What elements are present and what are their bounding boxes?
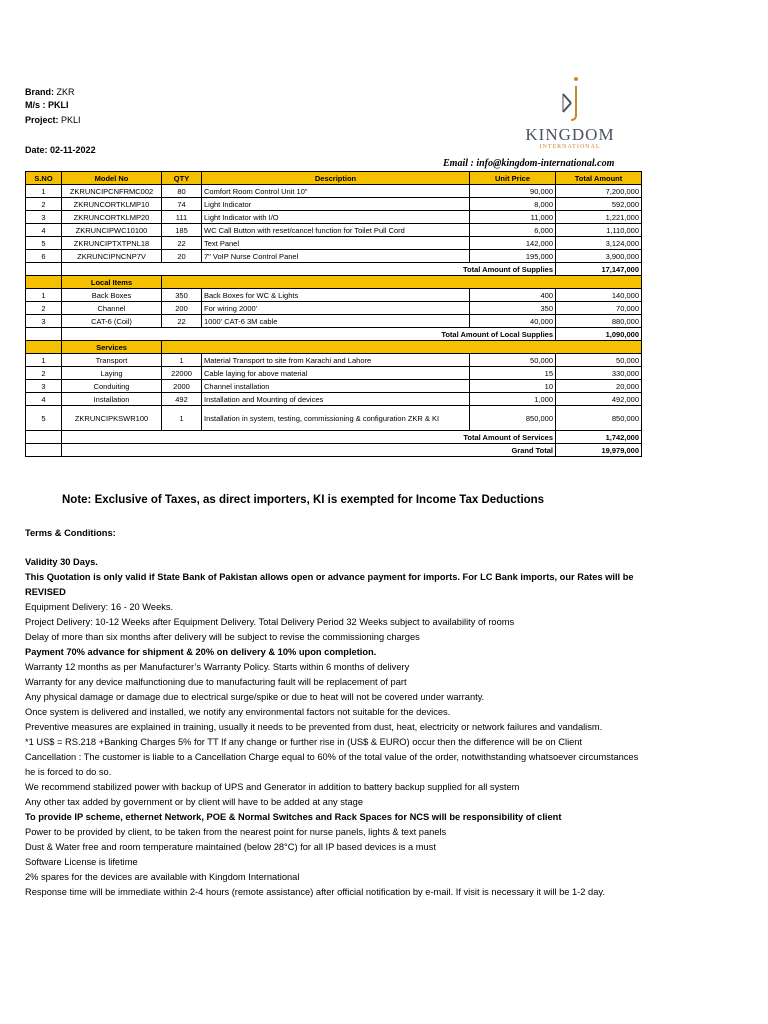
- sno-cell: 2: [26, 198, 62, 211]
- unit-price-cell: 6,000: [470, 224, 556, 237]
- term-line: Response time will be immediate within 2-4 hours (remote assistance) after official notification by e-mail. If visit is necessary it will be 1-2 day.: [25, 887, 605, 897]
- kingdom-logo: [505, 70, 635, 155]
- qty-cell: 2000: [162, 380, 202, 393]
- qty-cell: 1: [162, 354, 202, 367]
- ms-label: M/s :: [25, 100, 46, 110]
- sno-cell: 2: [26, 302, 62, 315]
- table-row: [26, 354, 642, 367]
- model-cell: Conduiting: [62, 380, 162, 393]
- table-row: [26, 393, 642, 406]
- table-row: [26, 367, 642, 380]
- total-amount-cell: 20,000: [556, 380, 642, 393]
- logo-subtitle: INTERNATIONAL: [539, 144, 601, 150]
- qty-cell: 74: [162, 198, 202, 211]
- qty-cell: 111: [162, 211, 202, 224]
- model-cell: Back Boxes: [62, 289, 162, 302]
- table-row: [26, 250, 642, 263]
- total-amount-cell: 3,124,000: [556, 237, 642, 250]
- blank-cell: [26, 341, 62, 354]
- quotation-table-body: [26, 172, 642, 457]
- total-amount-cell: 1,221,000: [556, 211, 642, 224]
- logo-name: KINGDOM: [525, 125, 615, 144]
- services-section: [26, 341, 642, 354]
- grand-total-row-value: 19,979,000: [556, 444, 642, 457]
- sno-cell: 3: [26, 380, 62, 393]
- local-items-section: [26, 276, 642, 289]
- term-line: Power to be provided by client, to be taken from the nearest point for nurse panels, lights & text panels: [25, 827, 447, 837]
- unit-price-cell: 15: [470, 367, 556, 380]
- ms-value: PKLI: [48, 100, 69, 110]
- model-cell: ZKRUNCIPNCNP7V: [62, 250, 162, 263]
- term-line: Once system is delivered and installed, we notify any environmental factors not suitable for the devices.: [25, 707, 451, 717]
- qty-cell: 492: [162, 393, 202, 406]
- qty-cell: 20: [162, 250, 202, 263]
- date-value: 02-11-2022: [50, 145, 96, 155]
- table-row: [26, 198, 642, 211]
- term-line: Dust & Water free and room temperature maintained (below 28°C) for all IP based devices is a must: [25, 842, 436, 852]
- column-header: Unit Price: [470, 172, 556, 185]
- brand-label: Brand:: [25, 87, 54, 97]
- unit-price-cell: 350: [470, 302, 556, 315]
- table-row: [26, 315, 642, 328]
- model-cell: Laying: [62, 367, 162, 380]
- blank-cell: [162, 276, 642, 289]
- column-header: Description: [202, 172, 470, 185]
- term-line: We recommend stabilized power with backup of UPS and Generator in addition to battery backup supplied for all system: [25, 782, 520, 792]
- blank-cell: [26, 276, 62, 289]
- tax-note: Note: Exclusive of Taxes, as direct importers, KI is exempted for Income Tax Deductions: [62, 494, 545, 506]
- description-cell: Text Panel: [202, 237, 470, 250]
- total-amount-cell: 492,000: [556, 393, 642, 406]
- blank-cell: [26, 263, 62, 276]
- term-line: To provide IP scheme, ethernet Network, POE & Normal Switches and Rack Spaces for NCS will be responsibility of client: [25, 812, 562, 822]
- term-line: Project Delivery: 10-12 Weeks after Equipment Delivery. Total Delivery Period 32 Weeks subject to availability of rooms: [25, 617, 515, 627]
- quotation-table: [25, 171, 642, 457]
- description-cell: Comfort Room Control Unit 10": [202, 185, 470, 198]
- model-cell: ZKRUNCIPWC10100: [62, 224, 162, 237]
- project-value: PKLI: [61, 115, 81, 125]
- services-total-row: [26, 431, 642, 444]
- services-total-row-value: 1,742,000: [556, 431, 642, 444]
- qty-cell: 350: [162, 289, 202, 302]
- total-amount-cell: 592,000: [556, 198, 642, 211]
- description-cell: Cable laying for above material: [202, 367, 470, 380]
- sno-cell: 3: [26, 211, 62, 224]
- local-total-row: [26, 328, 642, 341]
- unit-price-cell: 90,000: [470, 185, 556, 198]
- column-header: QTY: [162, 172, 202, 185]
- terms-title: [25, 526, 640, 541]
- qty-cell: 1: [162, 406, 202, 431]
- unit-price-cell: 142,000: [470, 237, 556, 250]
- table-row: [26, 237, 642, 250]
- model-cell: CAT-6 (Coil): [62, 315, 162, 328]
- table-row: [26, 302, 642, 315]
- term-line: Any physical damage or damage due to electrical surge/spike or due to heat will not be covered under warranty.: [25, 692, 485, 702]
- total-amount-cell: 880,000: [556, 315, 642, 328]
- total-amount-cell: 850,000: [556, 406, 642, 431]
- brand-line: [25, 86, 75, 98]
- qty-cell: 22: [162, 315, 202, 328]
- date-label: Date:: [25, 145, 48, 155]
- project-label: Project:: [25, 115, 59, 125]
- local-items-section-label: Local Items: [62, 276, 162, 289]
- description-cell: Back Boxes for WC & Lights: [202, 289, 470, 302]
- term-line: Validity 30 Days.: [25, 557, 98, 567]
- model-cell: ZKRUNCIPCNFRMC002: [62, 185, 162, 198]
- description-cell: 1000' CAT-6 3M cable: [202, 315, 470, 328]
- model-cell: ZKRUNCIPKSWR100: [62, 406, 162, 431]
- description-cell: Installation and Mounting of devices: [202, 393, 470, 406]
- sno-cell: 1: [26, 289, 62, 302]
- date-line: [25, 144, 96, 156]
- unit-price-cell: 50,000: [470, 354, 556, 367]
- term-line: *1 US$ = RS.218 +Banking Charges 5% for TT If any change or further rise in (US$ & EURO) occur then the difference will be on Client: [25, 737, 583, 747]
- column-header: Model No: [62, 172, 162, 185]
- total-amount-cell: 50,000: [556, 354, 642, 367]
- description-cell: Channel installation: [202, 380, 470, 393]
- sno-cell: 3: [26, 315, 62, 328]
- unit-price-cell: 8,000: [470, 198, 556, 211]
- total-amount-cell: 1,110,000: [556, 224, 642, 237]
- term-line: 2% spares for the devices are available with Kingdom International: [25, 872, 300, 882]
- unit-price-cell: 40,000: [470, 315, 556, 328]
- sno-cell: 1: [26, 185, 62, 198]
- grand-total-row-label: Grand Total: [62, 444, 556, 457]
- total-amount-cell: 3,900,000: [556, 250, 642, 263]
- description-cell: Installation in system, testing, commissioning & configuration ZKR & KI: [202, 406, 470, 431]
- ms-line: [25, 99, 69, 111]
- unit-price-cell: 11,000: [470, 211, 556, 224]
- term-line: Payment 70% advance for shipment & 20% on delivery & 10% upon completion.: [25, 647, 377, 657]
- kingdom-mark-icon: [505, 70, 635, 125]
- services-section-label: Services: [62, 341, 162, 354]
- table-row: [26, 185, 642, 198]
- model-cell: ZKRUNCIPTXTPNL18: [62, 237, 162, 250]
- model-cell: Channel: [62, 302, 162, 315]
- qty-cell: 200: [162, 302, 202, 315]
- blank-cell: [162, 341, 642, 354]
- description-cell: Material Transport to site from Karachi and Lahore: [202, 354, 470, 367]
- term-line: Delay of more than six months after delivery will be subject to revise the commissioning charges: [25, 632, 420, 642]
- unit-price-cell: 195,000: [470, 250, 556, 263]
- sno-cell: 5: [26, 406, 62, 431]
- total-amount-cell: 330,000: [556, 367, 642, 380]
- qty-cell: 22: [162, 237, 202, 250]
- table-row: [26, 380, 642, 393]
- sno-cell: 1: [26, 354, 62, 367]
- supplies-total-row-label: Total Amount of Supplies: [62, 263, 556, 276]
- column-header: S.NO: [26, 172, 62, 185]
- table-row: [26, 289, 642, 302]
- qty-cell: 185: [162, 224, 202, 237]
- supplies-total-row-value: 17,147,000: [556, 263, 642, 276]
- description-cell: Light Indicator with I/O: [202, 211, 470, 224]
- terms-title-text: Terms & Conditions:: [25, 528, 116, 538]
- email-line: Email : info@kingdom-international.com: [443, 158, 615, 169]
- total-amount-cell: 70,000: [556, 302, 642, 315]
- sno-cell: 4: [26, 393, 62, 406]
- description-cell: For wiring 2000': [202, 302, 470, 315]
- term-line: Warranty for any device malfunctioning due to manufacturing fault will be replacement of part: [25, 677, 407, 687]
- term-line: Cancellation : The customer is liable to a Cancellation Charge equal to 60% of the total value of the order, notwithstanding whatsoever circumstances he is forced to do so.: [25, 752, 639, 777]
- table-header-row: [26, 172, 642, 185]
- table-row: [26, 406, 642, 431]
- project-line: [25, 114, 81, 126]
- term-line: Equipment Delivery: 16 - 20 Weeks.: [25, 602, 174, 612]
- model-cell: ZKRUNCORTKLMP10: [62, 198, 162, 211]
- blank-cell: [26, 431, 62, 444]
- sno-cell: 2: [26, 367, 62, 380]
- description-cell: Light Indicator: [202, 198, 470, 211]
- qty-cell: 22000: [162, 367, 202, 380]
- sno-cell: 4: [26, 224, 62, 237]
- column-header: Total Amount: [556, 172, 642, 185]
- table-row: [26, 224, 642, 237]
- terms-list: [25, 555, 640, 900]
- total-amount-cell: 7,200,000: [556, 185, 642, 198]
- grand-total-row: [26, 444, 642, 457]
- model-cell: Transport: [62, 354, 162, 367]
- qty-cell: 80: [162, 185, 202, 198]
- description-cell: WC Call Button with reset/cancel function for Toilet Pull Cord: [202, 224, 470, 237]
- unit-price-cell: 1,000: [470, 393, 556, 406]
- term-line: Preventive measures are explained in training, usually it needs to be prevented from dust, heat, electricity or network failures and vandalism.: [25, 722, 603, 732]
- supplies-total-row: [26, 263, 642, 276]
- model-cell: ZKRUNCORTKLMP20: [62, 211, 162, 224]
- sno-cell: 5: [26, 237, 62, 250]
- total-amount-cell: 140,000: [556, 289, 642, 302]
- term-line: This Quotation is only valid if State Bank of Pakistan allows open or advance payment for imports. For LC Bank imports, our Rates will be REVISED: [25, 572, 634, 597]
- term-line: Any other tax added by government or by client will have to be added at any stage: [25, 797, 363, 807]
- blank-cell: [26, 444, 62, 457]
- local-total-row-value: 1,090,000: [556, 328, 642, 341]
- unit-price-cell: 400: [470, 289, 556, 302]
- description-cell: 7" VoIP Nurse Control Panel: [202, 250, 470, 263]
- table-row: [26, 211, 642, 224]
- services-total-row-label: Total Amount of Services: [62, 431, 556, 444]
- term-line: Software License is lifetime: [25, 857, 138, 867]
- local-total-row-label: Total Amount of Local Supplies: [62, 328, 556, 341]
- term-line: Warranty 12 months as per Manufacturer’s Warranty Policy. Starts within 6 months of delivery: [25, 662, 410, 672]
- model-cell: Installation: [62, 393, 162, 406]
- unit-price-cell: 10: [470, 380, 556, 393]
- unit-price-cell: 850,000: [470, 406, 556, 431]
- brand-value: ZKR: [56, 87, 75, 97]
- sno-cell: 6: [26, 250, 62, 263]
- blank-cell: [26, 328, 62, 341]
